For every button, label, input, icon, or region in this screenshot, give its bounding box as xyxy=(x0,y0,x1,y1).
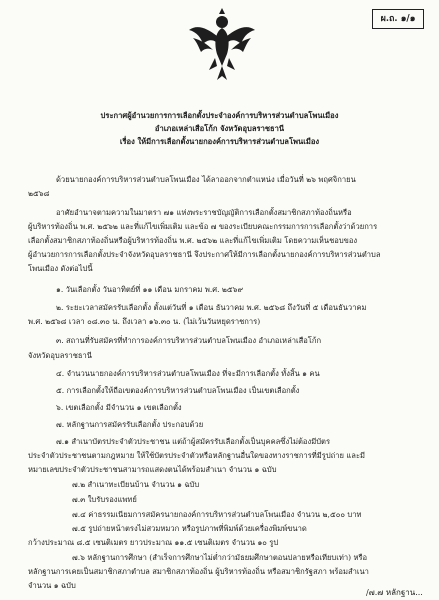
body-line: ๗.๒ สำเนาทะเบียนบ้าน จำนวน ๑ ฉบับ xyxy=(72,480,200,489)
body-line: อาศัยอำนาจตามความในมาตรา ๗๑ แห่งพระราชบัญญัติการเลือกตั้งสมาชิกสภาท้องถิ่นหรือ xyxy=(56,208,352,217)
body-line: ๒. ระยะเวลาสมัครรับเลือกตั้ง ตั้งแต่วันที่ ๑ เดือน ธันวาคม พ.ศ. ๒๕๖๘ ถึงวันที่ ๕ เดือนธันวาคม xyxy=(56,303,367,312)
body-line: หมายเลขประจำตัวประชาชนสามารถแสดงตนได้พร้อมสำเนา จำนวน ๑ ฉบับ xyxy=(28,465,277,474)
header-line-3: เรื่อง ให้มีการเลือกตั้งนายกองค์การบริหารส่วนตำบลโพนเมือง xyxy=(119,137,320,146)
garuda-emblem-icon xyxy=(187,8,257,82)
continuation-note: /๗.๗ หลักฐาน... xyxy=(366,588,423,597)
form-code-box: ผ.ถ. ๑/๑ xyxy=(372,9,424,29)
header-line-2: อำเภอเหล่าเสือโก้ก จังหวัดอุบลราชธานี xyxy=(154,124,285,133)
body-line: ๗.๑ สำเนาบัตรประจำตัวประชาชน แต่ถ้าผู้สมัครรับเลือกตั้งเป็นบุคคลซึ่งไม่ต้องมีบัตร xyxy=(56,437,331,446)
body-line: ๔. จำนวนนายกองค์การบริหารส่วนตำบลโพนเมือง ที่จะมีการเลือกตั้ง ทั้งสิ้น ๑ คน xyxy=(56,369,320,378)
header-line-1: ประกาศผู้อำนวยการการเลือกตั้งประจำองค์การบริหารส่วนตำบลโพนเมือง xyxy=(100,111,339,120)
body-line: หลักฐานการเคยเป็นสมาชิกสภาตำบล สมาชิกสภาท้องถิ่น ผู้บริหารท้องถิ่น หรือสมาชิกรัฐสภา พร้อมสำเนา xyxy=(28,567,369,576)
body-line: ๓. สถานที่รับสมัครที่ทำการองค์การบริหารส่วนตำบลโพนเมือง อำเภอเหล่าเสือโก้ก xyxy=(56,336,322,345)
body-line: โพนเมือง ดังต่อไปนี้ xyxy=(28,264,93,273)
body-line: ๗.๔ ค่าธรรมเนียมการสมัครนายกองค์การบริหารส่วนตำบลโพนเมือง จำนวน ๒,๕๐๐ บาท xyxy=(72,510,362,519)
body-line: ๗.๖ หลักฐานการศึกษา (สำเร็จการศึกษาไม่ต่ำกว่ามัธยมศึกษาตอนปลายหรือเทียบเท่า) หรือ xyxy=(72,553,368,562)
body-line: ๗. หลักฐานการสมัครรับเลือกตั้ง ประกอบด้วย xyxy=(56,420,204,429)
body-line: ๒๕๖๘ xyxy=(28,189,50,198)
body-line: ๗.๕ รูปถ่ายหน้าตรงไม่สวมหมวก หรือรูปภาพที่พิมพ์ด้วยเครื่องพิมพ์ขนาด xyxy=(72,524,307,533)
body-line: กว้างประมาณ ๘.๕ เซนติเมตร ยาวประมาณ ๑๑.๕ เซนติเมตร จำนวน ๑๐ รูป xyxy=(28,538,279,547)
body-line: จำนวน ๑ ฉบับ xyxy=(28,581,76,590)
body-line: ด้วยนายกองค์การบริหารส่วนตำบลโพนเมือง ได้ลาออกจากตำแหน่ง เมื่อวันที่ ๒๖ พฤศจิกายน xyxy=(56,175,356,184)
body-line: พ.ศ. ๒๕๖๘ เวลา ๐๘.๓๐ น. ถึงเวลา ๑๖.๓๐ น. (ไม่เว้นวันหยุดราชการ) xyxy=(28,317,261,326)
body-line: ผู้อำนวยการการเลือกตั้งประจำจังหวัดอุบลราชธานี จึงประกาศให้มีการเลือกตั้งนายกองค์การบริหารส่วนตำบล xyxy=(28,250,381,259)
body-line: ๑. วันเลือกตั้ง วันอาทิตย์ที่ ๑๑ เดือน มกราคม พ.ศ. ๒๕๖๙ xyxy=(56,285,244,294)
body-line: ๕. การเลือกตั้งให้ถือเขตองค์การบริหารส่วนตำบลโพนเมือง เป็นเขตเลือกตั้ง xyxy=(56,386,300,395)
body-line: จังหวัดอุบลราชธานี xyxy=(28,351,92,360)
body-line: เลือกตั้งสมาชิกสภาท้องถิ่นหรือผู้บริหารท้องถิ่น พ.ศ. ๒๕๖๒ และที่แก้ไขเพิ่มเติม โดยความเห็นชอบของ xyxy=(28,236,358,245)
body-line: ผู้บริหารท้องถิ่น พ.ศ. ๒๕๖๒ และที่แก้ไขเพิ่มเติม และข้อ ๗ ของระเบียบคณะกรรมการการเลือกตั้งว่าด้วยการ xyxy=(28,222,378,231)
body-line: ๗.๓ ใบรับรองแพทย์ xyxy=(72,495,137,504)
body-line: ๖. เขตเลือกตั้ง มีจำนวน ๑ เขตเลือกตั้ง xyxy=(56,403,182,412)
body-line: ประจำตัวประชาชนตามกฎหมาย ให้ใช้บัตรประจำตัวหรือหลักฐานอื่นใดของทางราชการที่มีรูปถ่าย และมี xyxy=(28,451,366,460)
